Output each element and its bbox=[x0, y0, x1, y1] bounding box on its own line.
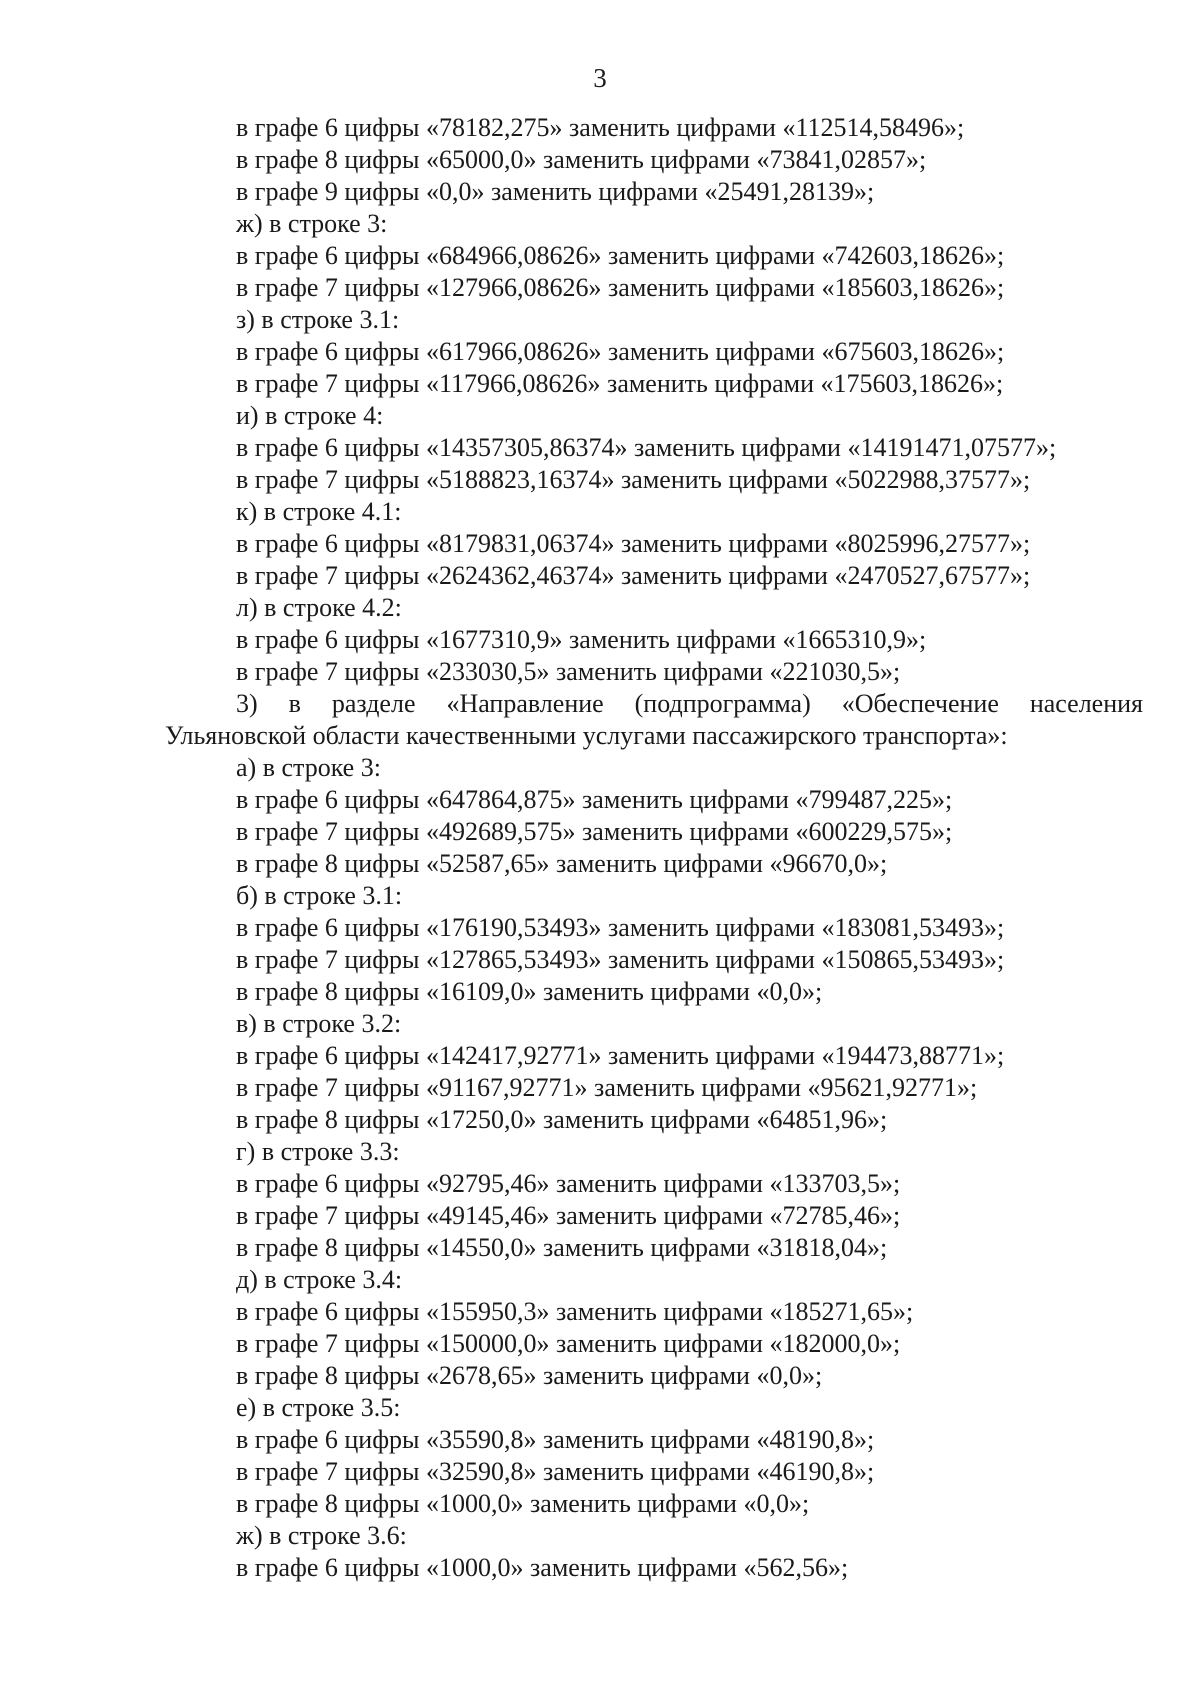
text-line: в графе 6 цифры «176190,53493» заменить цифрами «183081,53493»; bbox=[236, 913, 1005, 942]
text-line: в графе 7 цифры «49145,46» заменить цифрами «72785,46»; bbox=[236, 1201, 901, 1230]
text-line: в графе 7 цифры «5188823,16374» заменить цифрами «5022988,37577»; bbox=[236, 465, 1031, 494]
text-line: в графе 6 цифры «8179831,06374» заменить цифрами «8025996,27577»; bbox=[236, 529, 1031, 558]
text-line: в графе 6 цифры «92795,46» заменить цифрами «133703,5»; bbox=[236, 1169, 901, 1198]
list-item-heading: б) в строке 3.1: bbox=[236, 881, 403, 910]
text-line: в графе 9 цифры «0,0» заменить цифрами «25491,28139»; bbox=[236, 177, 875, 206]
text-line: в графе 8 цифры «65000,0» заменить цифрами «73841,02857»; bbox=[236, 145, 927, 174]
text-line: в графе 7 цифры «127865,53493» заменить цифрами «150865,53493»; bbox=[236, 945, 1005, 974]
text-line: в графе 8 цифры «1000,0» заменить цифрами «0,0»; bbox=[236, 1489, 810, 1518]
text-line: в графе 8 цифры «2678,65» заменить цифрами «0,0»; bbox=[236, 1361, 823, 1390]
text-line: в графе 6 цифры «35590,8» заменить цифрами «48190,8»; bbox=[236, 1425, 875, 1454]
list-item-heading: а) в строке 3: bbox=[236, 753, 381, 782]
text-line: в графе 8 цифры «14550,0» заменить цифрами «31818,04»; bbox=[236, 1233, 888, 1262]
text-line: в графе 6 цифры «155950,3» заменить цифрами «185271,65»; bbox=[236, 1297, 914, 1326]
list-item-heading: л) в строке 4.2: bbox=[236, 593, 402, 622]
text-line: в графе 6 цифры «1677310,9» заменить цифрами «1665310,9»; bbox=[236, 625, 927, 654]
list-item-heading: и) в строке 4: bbox=[236, 401, 384, 430]
section-3-heading-line-2: Ульяновской области качественными услугами пассажирского транспорта»: bbox=[165, 721, 1008, 750]
list-item-heading: з) в строке 3.1: bbox=[236, 305, 400, 334]
list-item-heading: в) в строке 3.2: bbox=[236, 1009, 402, 1038]
document-body bbox=[165, 112, 1143, 1584]
text-line: в графе 8 цифры «17250,0» заменить цифрами «64851,96»; bbox=[236, 1105, 888, 1134]
text-line: в графе 6 цифры «1000,0» заменить цифрами «562,56»; bbox=[236, 1553, 849, 1582]
section-3-heading-line-1: 3) в разделе «Направление (подпрограмма) «Обеспечение населения bbox=[236, 689, 1143, 718]
text-line: в графе 6 цифры «142417,92771» заменить цифрами «194473,88771»; bbox=[236, 1041, 1005, 1070]
text-line: в графе 6 цифры «617966,08626» заменить цифрами «675603,18626»; bbox=[236, 337, 1005, 366]
text-line: в графе 7 цифры «492689,575» заменить цифрами «600229,575»; bbox=[236, 817, 953, 846]
text-line: в графе 6 цифры «78182,275» заменить цифрами «112514,58496»; bbox=[236, 113, 965, 142]
text-line: в графе 8 цифры «52587,65» заменить цифрами «96670,0»; bbox=[236, 849, 888, 878]
text-line: в графе 7 цифры «233030,5» заменить цифрами «221030,5»; bbox=[236, 657, 901, 686]
text-line: в графе 7 цифры «32590,8» заменить цифрами «46190,8»; bbox=[236, 1457, 875, 1486]
text-line: в графе 8 цифры «16109,0» заменить цифрами «0,0»; bbox=[236, 977, 823, 1006]
list-item-heading: г) в строке 3.3: bbox=[236, 1137, 400, 1166]
list-item-heading: д) в строке 3.4: bbox=[236, 1265, 403, 1294]
list-item-heading: е) в строке 3.5: bbox=[236, 1393, 401, 1422]
text-line: в графе 7 цифры «2624362,46374» заменить цифрами «2470527,67577»; bbox=[236, 561, 1031, 590]
text-line: в графе 6 цифры «647864,875» заменить цифрами «799487,225»; bbox=[236, 785, 953, 814]
list-item-heading: ж) в строке 3: bbox=[236, 209, 388, 238]
list-item-heading: к) в строке 4.1: bbox=[236, 497, 402, 526]
text-line: в графе 6 цифры «14357305,86374» заменить цифрами «14191471,07577»; bbox=[236, 433, 1057, 462]
text-line: в графе 6 цифры «684966,08626» заменить цифрами «742603,18626»; bbox=[236, 241, 1005, 270]
page-number: 3 bbox=[593, 63, 607, 93]
text-line: в графе 7 цифры «127966,08626» заменить цифрами «185603,18626»; bbox=[236, 273, 1005, 302]
text-line: в графе 7 цифры «91167,92771» заменить цифрами «95621,92771»; bbox=[236, 1073, 978, 1102]
text-line: в графе 7 цифры «117966,08626» заменить цифрами «175603,18626»; bbox=[236, 369, 1004, 398]
text-line: в графе 7 цифры «150000,0» заменить цифрами «182000,0»; bbox=[236, 1329, 901, 1358]
list-item-heading: ж) в строке 3.6: bbox=[236, 1521, 407, 1550]
